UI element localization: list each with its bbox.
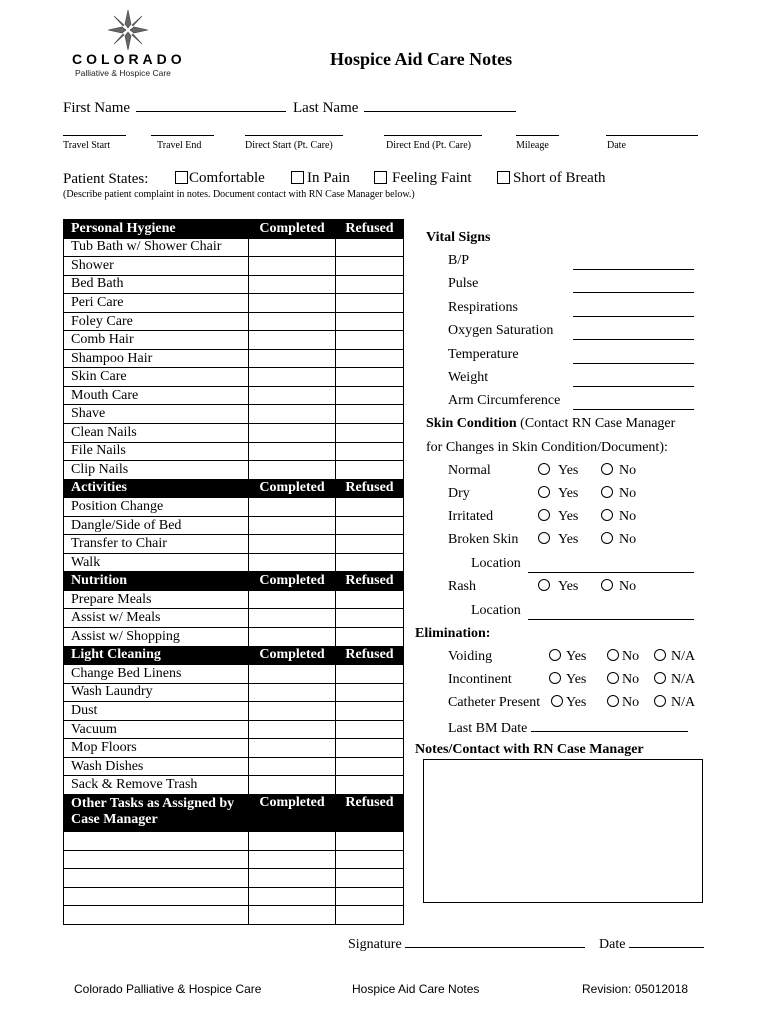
task-row [64,405,404,424]
completed-cell[interactable] [249,386,336,405]
vital-sign-label: Pulse [448,276,479,291]
task-row [64,238,404,257]
task-label: Position Change [64,498,249,517]
completed-cell[interactable] [249,702,336,721]
task-row [64,331,404,350]
refused-cell[interactable] [336,683,404,702]
completed-cell[interactable] [249,349,336,368]
signature-line [405,935,585,948]
completed-column-header: Completed [249,646,336,665]
skin-condition-subtitle: for Changes in Skin Condition/Document): [426,440,668,455]
task-row [64,368,404,387]
skin-yes-label: Yes [558,463,579,478]
vital-sign-line[interactable] [573,339,694,340]
skin-no-label: No [619,463,637,478]
completed-cell[interactable] [249,257,336,276]
elimination-yes-label: Yes [566,649,587,664]
signature-date-field[interactable] [599,935,704,953]
task-label: Shower [64,257,249,276]
logo [72,8,197,80]
refused-cell[interactable] [336,609,404,628]
refused-cell[interactable] [336,831,404,850]
refused-cell[interactable] [336,294,404,313]
last-bm-label: Last BM Date [448,721,528,736]
location-line[interactable] [528,619,694,620]
task-row [64,739,404,758]
refused-cell[interactable] [336,887,404,906]
elimination-na-label: N/A [671,695,696,710]
location-label: Location [471,603,521,618]
task-row [64,887,404,906]
skin-condition-title [426,416,675,432]
task-row [64,312,404,331]
skin-no-label: No [619,579,637,594]
skin-yes-radio[interactable] [538,579,550,591]
vital-sign-line[interactable] [573,409,694,410]
in-pain-checkbox[interactable] [291,171,304,184]
last-name-field[interactable] [293,97,516,117]
vital-sign-line[interactable] [573,363,694,364]
vital-sign-label: Respirations [448,300,518,315]
patient-states-note: (Describe patient complaint in notes. Document contact with RN Case Manager below.) [63,189,415,200]
comfortable-label: Comfortable [189,170,265,186]
section-title: Other Tasks as Assigned by Case Manager [64,794,249,831]
vital-sign-label: Temperature [448,347,519,362]
elimination-no-radio[interactable] [607,672,619,684]
vital-sign-label: B/P [448,253,470,268]
completed-cell[interactable] [249,553,336,572]
vital-sign-label: Oxygen Saturation [448,323,554,338]
vital-sign-label: Arm Circumference [448,393,561,408]
completed-cell[interactable] [249,831,336,850]
care-tasks-table [63,219,404,925]
elimination-na-label: N/A [671,649,696,664]
task-row [64,757,404,776]
first-name-line [136,97,286,112]
logo-star-icon [106,8,150,52]
task-label: Clean Nails [64,424,249,443]
section-header [64,479,404,498]
logo-wordmark: COLORADO [72,51,186,67]
completed-cell[interactable] [249,906,336,925]
completed-cell[interactable] [249,516,336,535]
short-of-breath-checkbox[interactable] [497,171,510,184]
completed-cell[interactable] [249,590,336,609]
task-label [64,906,249,925]
task-label: Transfer to Chair [64,535,249,554]
refused-cell[interactable] [336,535,404,554]
section-header [64,794,404,831]
completed-cell[interactable] [249,498,336,517]
refused-column-header: Refused [336,572,404,591]
section-header [64,220,404,239]
completed-cell[interactable] [249,535,336,554]
task-row [64,720,404,739]
task-label: Wash Dishes [64,757,249,776]
completed-column-header: Completed [249,794,336,831]
task-row [64,535,404,554]
elimination-title: Elimination: [415,626,491,641]
elimination-yes-label: Yes [566,672,587,687]
section-header [64,646,404,665]
completed-cell[interactable] [249,442,336,461]
completed-cell[interactable] [249,739,336,758]
completed-cell[interactable] [249,609,336,628]
task-label: Mop Floors [64,739,249,758]
skin-no-radio[interactable] [601,463,613,475]
refused-cell[interactable] [336,628,404,647]
refused-cell[interactable] [336,424,404,443]
skin-yes-label: Yes [558,486,579,501]
refused-cell[interactable] [336,368,404,387]
task-row [64,442,404,461]
elimination-no-radio[interactable] [607,695,619,707]
skin-yes-radio[interactable] [538,486,550,498]
elimination-no-radio[interactable] [607,649,619,661]
task-label: Vacuum [64,720,249,739]
task-label: Clip Nails [64,461,249,480]
signature-date-label: Date [599,937,626,952]
task-label: Peri Care [64,294,249,313]
travel-start-label: Travel Start [63,140,111,151]
refused-column-header: Refused [336,794,404,831]
task-row [64,275,404,294]
elimination-no-label: No [622,649,640,664]
location-label: Location [471,556,521,571]
task-row [64,776,404,795]
signature-label: Signature [348,937,402,952]
task-row [64,831,404,850]
task-row [64,702,404,721]
task-label: Sack & Remove Trash [64,776,249,795]
direct-end-label: Direct End (Pt. Care) [386,140,471,151]
patient-states-label: Patient States: [63,171,149,187]
vital-sign-line[interactable] [573,386,694,387]
footer-center: Hospice Aid Care Notes [352,982,480,996]
task-label: Comb Hair [64,331,249,350]
skin-no-radio[interactable] [601,532,613,544]
completed-cell[interactable] [249,720,336,739]
completed-cell[interactable] [249,887,336,906]
skin-condition-title-rest: (Contact RN Case Manager [516,416,676,431]
completed-cell[interactable] [249,424,336,443]
elimination-yes-radio[interactable] [549,649,561,661]
signature-date-line [629,935,704,948]
refused-cell[interactable] [336,590,404,609]
skin-yes-label: Yes [558,532,579,547]
task-label [64,831,249,850]
elimination-label: Catheter Present [448,695,541,710]
elimination-na-radio[interactable] [654,649,666,661]
refused-cell[interactable] [336,757,404,776]
skin-no-radio[interactable] [601,509,613,521]
refused-cell[interactable] [336,702,404,721]
last-bm-line [531,719,688,732]
completed-cell[interactable] [249,294,336,313]
refused-cell[interactable] [336,275,404,294]
task-row [64,516,404,535]
refused-cell[interactable] [336,257,404,276]
direct-start-line[interactable] [245,135,343,136]
skin-condition-title-bold: Skin Condition [426,416,517,431]
task-row [64,498,404,517]
refused-cell[interactable] [336,442,404,461]
travel-start-line[interactable] [63,135,126,136]
refused-column-header: Refused [336,220,404,239]
feeling-faint-label: Feeling Faint [392,170,472,186]
task-label: Foley Care [64,312,249,331]
section-header [64,572,404,591]
skin-no-radio[interactable] [601,486,613,498]
task-label: Shave [64,405,249,424]
task-label: Tub Bath w/ Shower Chair [64,238,249,257]
refused-cell[interactable] [336,516,404,535]
refused-cell[interactable] [336,498,404,517]
skin-no-label: No [619,532,637,547]
task-label: Bed Bath [64,275,249,294]
completed-cell[interactable] [249,757,336,776]
task-row [64,628,404,647]
feeling-faint-checkbox[interactable] [374,171,387,184]
completed-cell[interactable] [249,628,336,647]
skin-no-label: No [619,486,637,501]
last-name-line [364,97,516,112]
completed-column-header: Completed [249,220,336,239]
skin-yes-radio[interactable] [538,463,550,475]
task-row [64,424,404,443]
notes-title: Notes/Contact with RN Case Manager [415,742,644,757]
skin-no-label: No [619,509,637,524]
task-label: Assist w/ Shopping [64,628,249,647]
refused-cell[interactable] [336,776,404,795]
elimination-label: Voiding [448,649,493,664]
refused-column-header: Refused [336,646,404,665]
completed-cell[interactable] [249,776,336,795]
completed-cell[interactable] [249,683,336,702]
task-label: Mouth Care [64,386,249,405]
last-bm-field[interactable] [448,719,688,737]
comfortable-checkbox[interactable] [175,171,188,184]
task-label: Skin Care [64,368,249,387]
task-row [64,609,404,628]
refused-cell[interactable] [336,461,404,480]
completed-cell[interactable] [249,275,336,294]
last-name-label: Last Name [293,100,359,116]
skin-condition-label: Broken Skin [448,532,519,547]
refused-cell[interactable] [336,739,404,758]
task-row [64,257,404,276]
task-label: Walk [64,553,249,572]
footer-left: Colorado Palliative & Hospice Care [74,982,262,996]
date-line[interactable] [606,135,698,136]
completed-cell[interactable] [249,368,336,387]
section-title: Light Cleaning [64,646,249,665]
task-label [64,887,249,906]
short-of-breath-label: Short of Breath [513,170,606,186]
completed-column-header: Completed [249,479,336,498]
completed-cell[interactable] [249,238,336,257]
completed-cell[interactable] [249,312,336,331]
location-line[interactable] [528,572,694,573]
refused-cell[interactable] [336,665,404,684]
date-label: Date [607,140,626,151]
task-label: Wash Laundry [64,683,249,702]
refused-cell[interactable] [336,312,404,331]
task-label: Assist w/ Meals [64,609,249,628]
task-label: Dust [64,702,249,721]
page-title: Hospice Aid Care Notes [330,49,513,69]
elimination-yes-radio[interactable] [551,695,563,707]
mileage-label: Mileage [516,140,549,151]
skin-yes-label: Yes [558,509,579,524]
task-row [64,665,404,684]
elimination-na-label: N/A [671,672,696,687]
completed-cell[interactable] [249,665,336,684]
skin-condition-label: Normal [448,463,491,478]
section-title: Personal Hygiene [64,220,249,239]
task-label: File Nails [64,442,249,461]
vital-sign-line[interactable] [573,269,694,270]
section-title: Activities [64,479,249,498]
refused-cell[interactable] [336,331,404,350]
mileage-line[interactable] [516,135,559,136]
completed-cell[interactable] [249,869,336,888]
task-row [64,869,404,888]
task-row [64,850,404,869]
elimination-yes-label: Yes [566,695,587,710]
first-name-label: First Name [63,100,131,116]
refused-cell[interactable] [336,906,404,925]
in-pain-label: In Pain [307,170,350,186]
refused-cell[interactable] [336,553,404,572]
task-row [64,590,404,609]
task-row [64,349,404,368]
elimination-na-radio[interactable] [654,672,666,684]
skin-yes-label: Yes [558,579,579,594]
task-label: Prepare Meals [64,590,249,609]
skin-no-radio[interactable] [601,579,613,591]
task-label: Shampoo Hair [64,349,249,368]
travel-end-line[interactable] [151,135,214,136]
skin-yes-radio[interactable] [538,509,550,521]
completed-column-header: Completed [249,572,336,591]
footer-revision: Revision: 05012018 [582,982,689,996]
elimination-label: Incontinent [448,672,512,687]
direct-start-label: Direct Start (Pt. Care) [245,140,333,151]
refused-cell[interactable] [336,850,404,869]
completed-cell[interactable] [249,461,336,480]
skin-condition-label: Rash [448,579,476,594]
vital-sign-line[interactable] [573,316,694,317]
vital-sign-label: Weight [448,370,489,385]
refused-cell[interactable] [336,386,404,405]
task-label [64,869,249,888]
section-title: Nutrition [64,572,249,591]
skin-yes-radio[interactable] [538,532,550,544]
refused-column-header: Refused [336,479,404,498]
skin-condition-label: Irritated [448,509,494,524]
task-label [64,850,249,869]
travel-end-label: Travel End [157,140,202,151]
refused-cell[interactable] [336,349,404,368]
notes-textarea[interactable] [423,759,703,903]
refused-cell[interactable] [336,720,404,739]
task-row [64,294,404,313]
signature-field[interactable] [348,935,585,953]
task-row [64,906,404,925]
elimination-na-radio[interactable] [654,695,666,707]
elimination-no-label: No [622,695,640,710]
vital-signs-title: Vital Signs [426,230,491,245]
skin-condition-label: Dry [448,486,470,501]
elimination-no-label: No [622,672,640,687]
refused-cell[interactable] [336,405,404,424]
completed-cell[interactable] [249,405,336,424]
elimination-yes-radio[interactable] [549,672,561,684]
task-row [64,683,404,702]
first-name-field[interactable] [63,97,286,117]
task-row [64,553,404,572]
task-label: Change Bed Linens [64,665,249,684]
refused-cell[interactable] [336,869,404,888]
task-label: Dangle/Side of Bed [64,516,249,535]
refused-cell[interactable] [336,238,404,257]
logo-subtitle: Palliative & Hospice Care [75,68,171,78]
vital-sign-line[interactable] [573,292,694,293]
task-row [64,461,404,480]
task-row [64,386,404,405]
completed-cell[interactable] [249,331,336,350]
completed-cell[interactable] [249,850,336,869]
direct-end-line[interactable] [384,135,482,136]
